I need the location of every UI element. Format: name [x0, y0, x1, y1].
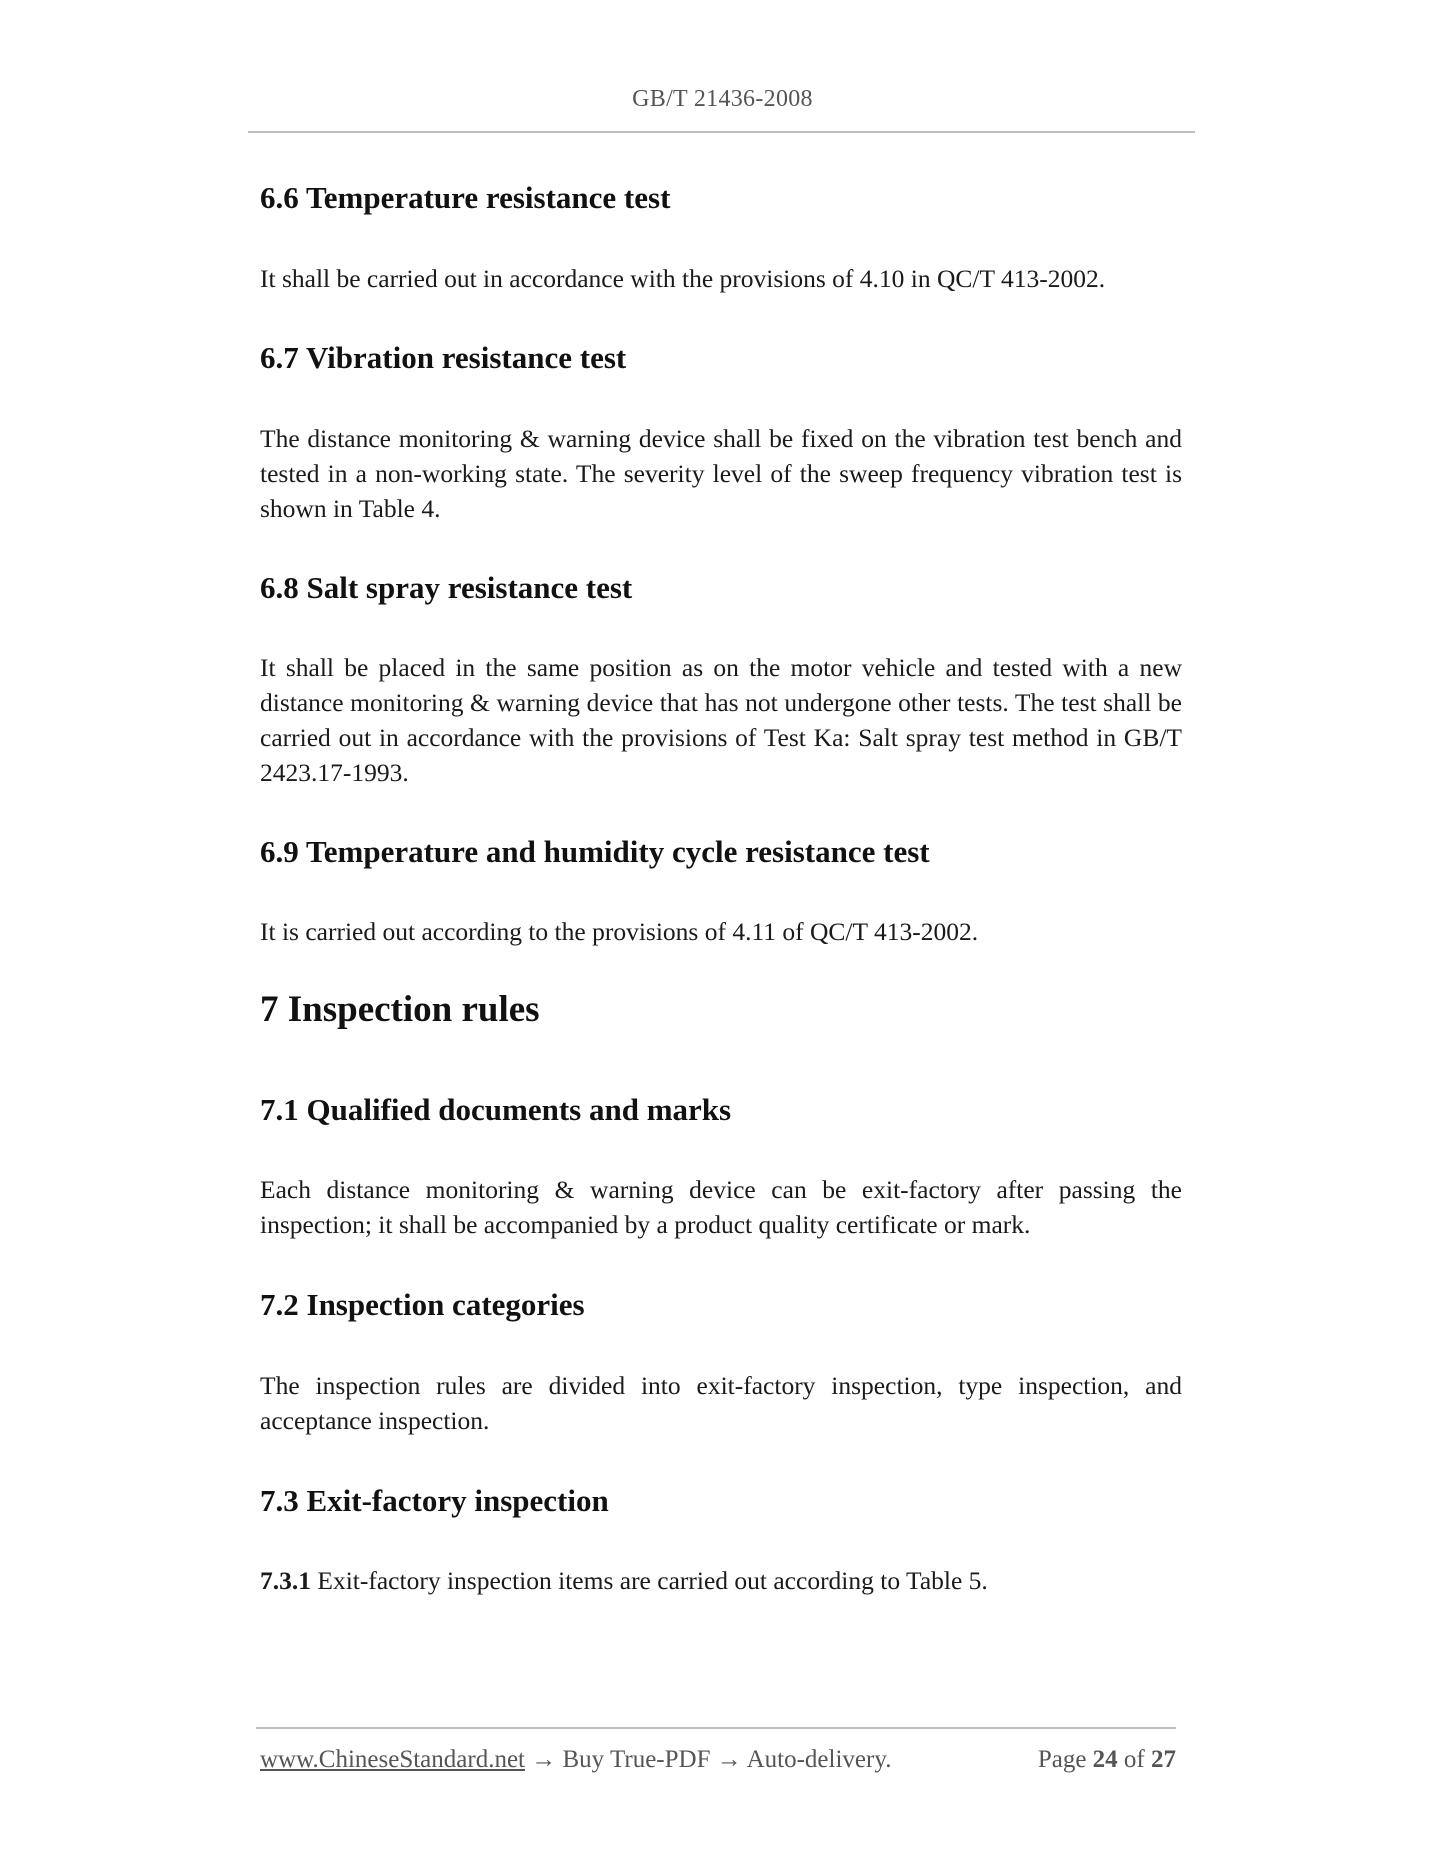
page-footer [260, 1746, 1176, 1774]
paragraph-7-1: Each distance monitoring & warning device can be exit-factory after passing the inspection; it shall be accompanied by a product quality certificate or mark. [260, 1175, 1182, 1239]
auto-delivery-text: Auto-delivery. [746, 1746, 892, 1773]
paragraph-7-2: The inspection rules are divided into exit-factory inspection, type inspection, and acceptance inspection. [260, 1371, 1182, 1435]
paragraph-6-9: It is carried out according to the provisions of 4.11 of QC/T 413-2002. [260, 917, 979, 946]
clause-number-7-3-1: 7.3.1 [260, 1566, 311, 1595]
heading-6-7: 6.7 Vibration resistance test [260, 340, 627, 375]
page-current: 24 [1092, 1746, 1118, 1773]
paragraph-6-7: The distance monitoring & warning device shall be fixed on the vibration test bench and tested in a non-working state. The severity level of the sweep frequency vibration test is shown in Table 4. [260, 424, 1182, 523]
header-divider [248, 131, 1195, 133]
arrow-right-icon: → [525, 1746, 563, 1773]
heading-7-2: 7.2 Inspection categories [260, 1287, 585, 1322]
footer-divider [256, 1727, 1176, 1729]
heading-6-8: 6.8 Salt spray resistance test [260, 570, 633, 605]
paragraph-7-3-1 [260, 1563, 1182, 1598]
clause-text-7-3-1: Exit-factory inspection items are carried out according to Table 5. [311, 1566, 988, 1595]
paragraph-6-8: It shall be placed in the same position as on the motor vehicle and tested with a new distance monitoring & warning device that has not undergone other tests. The test shall be carried out in accordance with the provisions of Test Ka: Salt spray test method in GB/T 2423.17-1993. [260, 653, 1182, 787]
heading-7-1: 7.1 Qualified documents and marks [260, 1092, 732, 1127]
heading-6-6: 6.6 Temperature resistance test [260, 180, 671, 215]
page-label: Page [1037, 1746, 1093, 1773]
heading-7: 7 Inspection rules [260, 989, 540, 1030]
page-number [1038, 1746, 1176, 1774]
running-header: GB/T 21436-2008 [632, 86, 813, 112]
heading-7-3: 7.3 Exit-factory inspection [260, 1483, 609, 1518]
paragraph-6-6: It shall be carried out in accordance with the provisions of 4.10 in QC/T 413-2002. [260, 264, 1106, 293]
page-total: 27 [1151, 1746, 1176, 1773]
page-of-label: of [1117, 1746, 1151, 1773]
heading-6-9: 6.9 Temperature and humidity cycle resistance test [260, 834, 930, 869]
website-link[interactable]: www.ChineseStandard.net [260, 1746, 525, 1773]
arrow-right-icon: → [710, 1746, 747, 1773]
buy-pdf-text: Buy True-PDF [562, 1746, 711, 1773]
